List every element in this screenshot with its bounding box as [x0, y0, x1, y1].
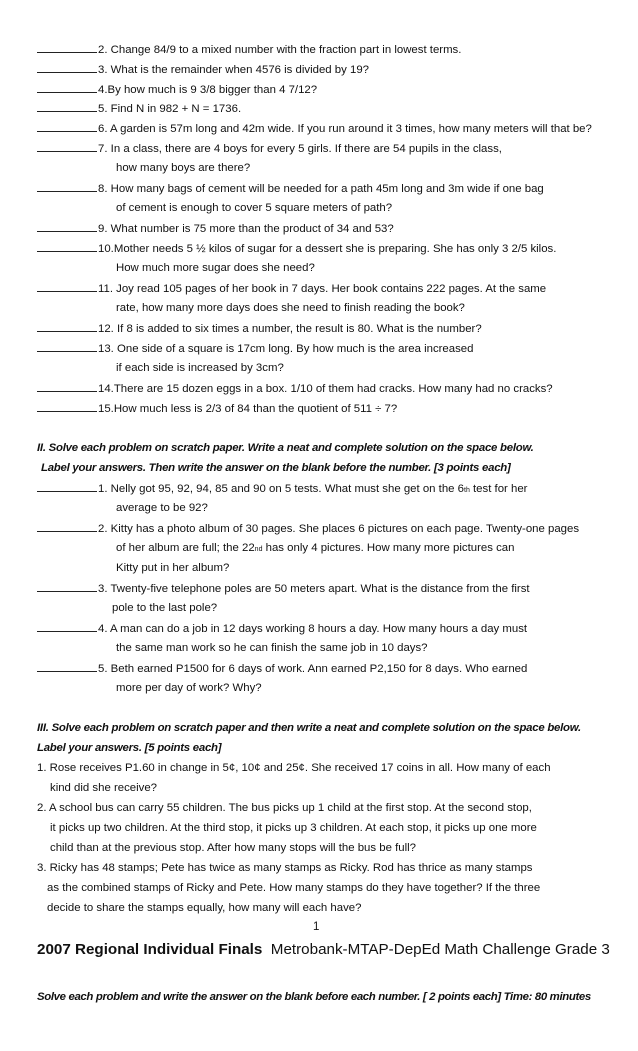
- problem-line: 13. One side of a square is 17cm long. By how much is the area increased: [37, 341, 473, 356]
- problem-line: 5. Find N in 982 + N = 1736.: [37, 101, 241, 116]
- problem-line: 10.Mother needs 5 ½ kilos of sugar for a dessert she is preparing. She has only 3 2/5 kilos.: [37, 241, 556, 256]
- problem-continuation: how many boys are there?: [116, 162, 251, 174]
- answer-blank[interactable]: [37, 401, 97, 412]
- problem-line: 6. A garden is 57m long and 42m wide. If you run around it 3 times, how many meters will that be?: [37, 121, 592, 136]
- answer-blank[interactable]: [37, 621, 97, 632]
- problem-line: 1. Rose receives P1.60 in change in 5¢, 10¢ and 25¢. She received 17 coins in all. How many of each: [37, 762, 551, 774]
- problem-continuation: rate, how many more days does she need to finish reading the book?: [116, 302, 465, 314]
- answer-blank[interactable]: [37, 82, 97, 93]
- problem-continuation: more per day of work? Why?: [116, 682, 262, 694]
- problem-line: 5. Beth earned P1500 for 6 days of work. Ann earned P2,150 for 8 days. Who earned: [37, 661, 527, 676]
- answer-blank[interactable]: [37, 521, 97, 532]
- problem-continuation: decide to share the stamps equally, how many will each have?: [47, 902, 362, 914]
- problem-continuation: of her album are full; the 22nd has only 4 pictures. How many more pictures can: [116, 542, 515, 554]
- answer-blank[interactable]: [37, 181, 97, 192]
- answer-blank[interactable]: [37, 381, 97, 392]
- contest-title: 2007 Regional Individual Finals Metrobank-MTAP-DepEd Math Challenge Grade 3: [37, 941, 610, 958]
- answer-blank[interactable]: [37, 321, 97, 332]
- problem-continuation: if each side is increased by 3cm?: [116, 362, 284, 374]
- problem-line: 1. Nelly got 95, 92, 94, 85 and 90 on 5 tests. What must she get on the 6th test for her: [37, 481, 527, 498]
- problem-line: 4. A man can do a job in 12 days working 8 hours a day. How many hours a day must: [37, 621, 527, 636]
- page-number: 1: [313, 921, 320, 933]
- section-heading-line2: Label your answers. [5 points each]: [37, 742, 222, 754]
- problem-continuation: average to be 92?: [116, 502, 208, 514]
- problem-continuation: the same man work so he can finish the same job in 10 days?: [116, 642, 428, 654]
- answer-blank[interactable]: [37, 42, 97, 53]
- problem-line: 2. A school bus can carry 55 children. The bus picks up 1 child at the first stop. At the second stop,: [37, 802, 532, 814]
- problem-line: 2. Kitty has a photo album of 30 pages. She places 6 pictures on each page. Twenty-one pages: [37, 521, 579, 536]
- answer-blank[interactable]: [37, 221, 97, 232]
- problem-line: 15.How much less is 2/3 of 84 than the quotient of 511 ÷ 7?: [37, 401, 397, 416]
- problem-continuation: of cement is enough to cover 5 square meters of path?: [116, 202, 393, 214]
- problem-line: 11. Joy read 105 pages of her book in 7 days. Her book contains 222 pages. At the same: [37, 281, 546, 296]
- answer-blank[interactable]: [37, 241, 97, 252]
- answer-blank[interactable]: [37, 101, 97, 112]
- problem-line: 12. If 8 is added to six times a number, the result is 80. What is the number?: [37, 321, 482, 336]
- problem-line: 14.There are 15 dozen eggs in a box. 1/10 of them had cracks. How many had no cracks?: [37, 381, 553, 396]
- answer-blank[interactable]: [37, 121, 97, 132]
- problem-line: 3. Twenty-five telephone poles are 50 meters apart. What is the distance from the first: [37, 581, 530, 596]
- answer-blank[interactable]: [37, 581, 97, 592]
- answer-blank[interactable]: [37, 281, 97, 292]
- answer-blank[interactable]: [37, 481, 97, 492]
- problem-line: 9. What number is 75 more than the product of 34 and 53?: [37, 221, 394, 236]
- problem-line: 7. In a class, there are 4 boys for every 5 girls. If there are 54 pupils in the class,: [37, 141, 502, 156]
- problem-continuation: kind did she receive?: [50, 782, 158, 794]
- problem-continuation: as the combined stamps of Ricky and Pete. How many stamps do they have together? If the three: [47, 882, 541, 894]
- section-heading-line2: Label your answers. Then write the answer on the blank before the number. [3 points each]: [41, 462, 511, 474]
- problem-line: 2. Change 84/9 to a mixed number with the fraction part in lowest terms.: [37, 42, 461, 57]
- problem-continuation: pole to the last pole?: [112, 602, 218, 614]
- problem-line: 4.By how much is 9 3/8 bigger than 4 7/12?: [37, 82, 317, 97]
- problem-continuation: Kitty put in her album?: [116, 562, 230, 574]
- instructions: Solve each problem and write the answer on the blank before each number. [ 2 points each] Time: 80 minutes: [37, 991, 591, 1003]
- problem-continuation: How much more sugar does she need?: [116, 262, 315, 274]
- problem-line: 3. Ricky has 48 stamps; Pete has twice as many stamps as Ricky. Rod has thrice as many stamps: [37, 862, 533, 874]
- problem-continuation: child than at the previous stop. After how many stops will the bus be full?: [50, 842, 416, 854]
- answer-blank[interactable]: [37, 141, 97, 152]
- problem-continuation: it picks up two children. At the third stop, it picks up 3 children. At each stop, it picks up one more: [50, 822, 537, 834]
- section-heading: II. Solve each problem on scratch paper. Write a neat and complete solution on the space below.: [37, 442, 534, 454]
- answer-blank[interactable]: [37, 62, 97, 73]
- problem-line: 8. How many bags of cement will be needed for a path 45m long and 3m wide if one bag: [37, 181, 544, 196]
- section-heading: III. Solve each problem on scratch paper and then write a neat and complete solution on the space below.: [37, 722, 581, 734]
- problem-line: 3. What is the remainder when 4576 is divided by 19?: [37, 62, 369, 77]
- answer-blank[interactable]: [37, 661, 97, 672]
- answer-blank[interactable]: [37, 341, 97, 352]
